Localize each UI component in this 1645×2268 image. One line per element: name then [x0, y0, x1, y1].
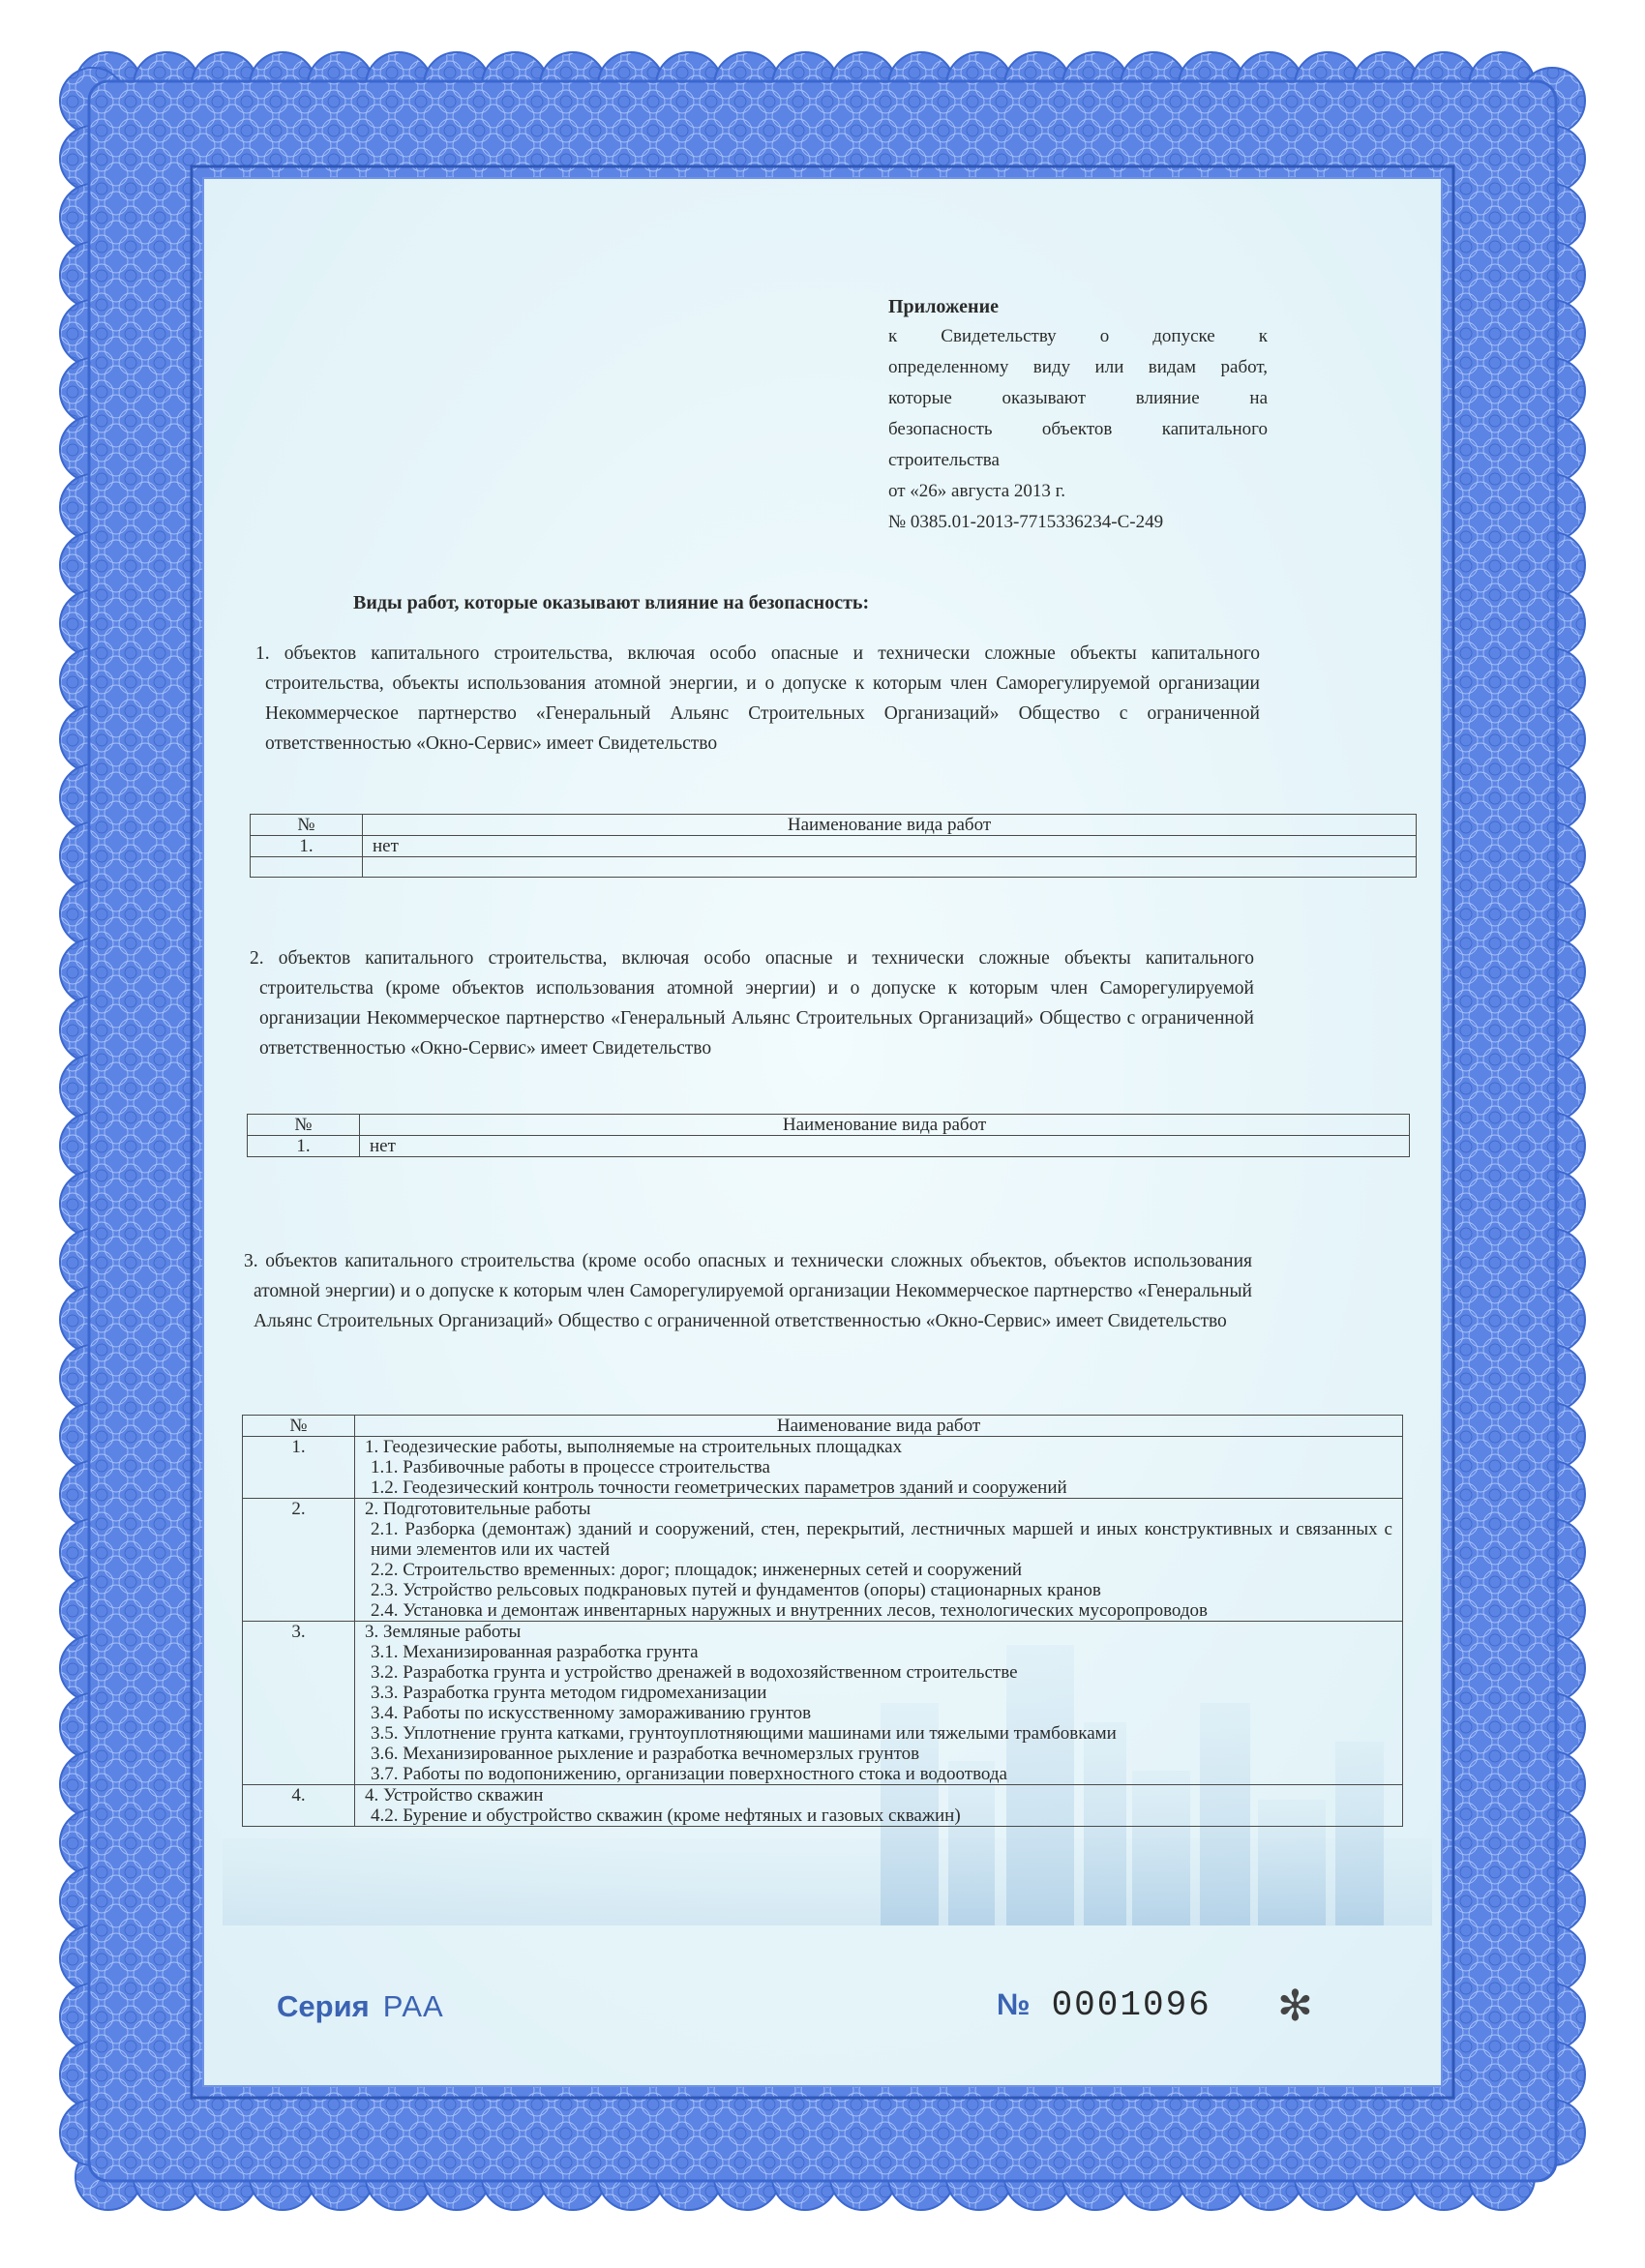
- series-value: РАА: [382, 1989, 444, 2023]
- appendix-block: [888, 292, 1268, 538]
- form-number-label: №: [997, 1987, 1031, 2021]
- col-name-header: Наименование вида работ: [355, 1416, 1403, 1437]
- series-label: Серия: [277, 1989, 370, 2023]
- group-title: 2. Подготовительные работы: [365, 1499, 591, 1519]
- list-item: 1.2. Геодезический контроль точности геометрических параметров зданий и сооружений: [371, 1477, 1067, 1498]
- appendix-line-5: строительства: [888, 450, 1000, 470]
- list-item: 3.7. Работы по водопонижению, организации поверхностного стока и водоотвода: [371, 1764, 1007, 1784]
- group-title: 4. Устройство скважин: [365, 1785, 544, 1805]
- col-name-header: Наименование вида работ: [363, 815, 1417, 836]
- list-item: 3.3. Разработка грунта методом гидромеханизации: [371, 1683, 767, 1703]
- table-row: 2. 2. Подготовительные работы 2.1. Разборка (демонтаж) зданий и сооружений, стен, перекрытий, лестничных маршей и иных конструктивных и связанных с ними элементов или их частей 2.2. Строительство временных: дорог; площадок; инженерных сетей и сооружений 2.3. Устройство рельсовых подкрановых путей и фундаментов (опоры) стационарных кранов 2.4. Установка и демонтаж инвентарных наружных и внутренних лесов, технологических мусоропроводов: [243, 1499, 1403, 1622]
- section-heading: Виды работ, которые оказывают влияние на безопасность:: [353, 592, 870, 613]
- appendix-line-3: которые оказывают влияние на: [888, 388, 1268, 408]
- section-2-text: 2. объектов капитального строительства, включая особо опасные и технически сложные объекты капитального строительства (кроме объектов использования атомной энергии) и о допуске к которым член Саморегулируемой организации Некоммерческое партнерство «Генеральный Альянс Строительных Организаций» Общество с ограниченной ответственностью «Окно-Сервис» имеет Свидетельство: [250, 948, 1254, 1059]
- list-item: 2.2. Строительство временных: дорог; площадок; инженерных сетей и сооружений: [371, 1560, 1023, 1580]
- col-name-header: Наименование вида работ: [360, 1115, 1410, 1136]
- table-row: 1. 1. Геодезические работы, выполняемые на строительных площадках 1.1. Разбивочные работы в процессе строительства 1.2. Геодезический контроль точности геометрических параметров зданий и сооружений: [243, 1437, 1403, 1499]
- form-number-block: [997, 1985, 1211, 2025]
- col-number-header: №: [243, 1416, 355, 1437]
- list-item: 1.1. Разбивочные работы в процессе строительства: [371, 1457, 770, 1477]
- appendix-title: Приложение: [888, 296, 999, 317]
- appendix-line-4: безопасность объектов капитального: [888, 419, 1268, 439]
- list-item: 2.4. Установка и демонтаж инвентарных наружных и внутренних лесов, технологических мусоропроводов: [371, 1600, 1209, 1621]
- series-block: [277, 1989, 444, 2024]
- list-item: 3.1. Механизированная разработка грунта: [371, 1642, 699, 1662]
- section-2-table: [247, 1114, 1410, 1157]
- appendix-date: от «26» августа 2013 г.: [888, 481, 1066, 501]
- list-item: 3.2. Разработка грунта и устройство дренажей в водохозяйственном строительстве: [371, 1662, 1018, 1683]
- col-number-header: №: [248, 1115, 360, 1136]
- group-title: 3. Земляные работы: [365, 1622, 522, 1642]
- list-item: 3.6. Механизированное рыхление и разработка вечномерзлых грунтов: [371, 1744, 920, 1764]
- table-row: 4. 4. Устройство скважин 4.2. Бурение и обустройство скважин (кроме нефтяных и газовых скважин): [243, 1785, 1403, 1827]
- section-1-text: 1. объектов капитального строительства, включая особо опасные и технически сложные объекты капитального строительства, объекты использования атомной энергии, и о допуске к которым член Саморегулируемой организации Некоммерческое партнерство «Генеральный Альянс Строительных Организаций» Общество с ограниченной ответственностью «Окно-Сервис» имеет Свидетельство: [255, 643, 1260, 754]
- list-item: 2.1. Разборка (демонтаж) зданий и сооружений, стен, перекрытий, лестничных маршей и иных конструктивных и связанных с ними элементов или их частей: [371, 1519, 1392, 1560]
- table-row: 3. 3. Земляные работы 3.1. Механизированная разработка грунта 3.2. Разработка грунта и устройство дренажей в водохозяйственном строительстве 3.3. Разработка грунта методом гидромеханизации 3.4. Работы по искусственному замораживанию грунтов 3.5. Уплотнение грунта катками, грунтоуплотняющими машинами или тяжелыми трамбовками 3.6. Механизированное рыхление и разработка вечномерзлых грунтов 3.7. Работы по водопонижению, организации поверхностного стока и водоотвода: [243, 1622, 1403, 1785]
- group-title: 1. Геодезические работы, выполняемые на строительных площадках: [365, 1437, 903, 1457]
- list-item: 2.3. Устройство рельсовых подкрановых путей и фундаментов (опоры) стационарных кранов: [371, 1580, 1101, 1600]
- section-1-table: [250, 814, 1417, 878]
- section-3-table: [242, 1415, 1403, 1827]
- col-number-header: №: [251, 815, 363, 836]
- appendix-certificate-number: № 0385.01-2013-7715336234-С-249: [888, 512, 1164, 532]
- form-number-value: 0001096: [1051, 1985, 1211, 2025]
- appendix-line-1: к Свидетельству о допуске к: [888, 326, 1268, 346]
- list-item: 3.5. Уплотнение грунта катками, грунтоуплотняющими машинами или тяжелыми трамбовками: [371, 1723, 1117, 1744]
- asterisk-icon: ✻: [1277, 1982, 1313, 2031]
- table-row: 1. нет: [248, 1136, 1410, 1157]
- table-row: 1. нет: [251, 836, 1417, 857]
- appendix-line-2: определенному виду или видам работ,: [888, 357, 1268, 377]
- list-item: 4.2. Бурение и обустройство скважин (кроме нефтяных и газовых скважин): [371, 1805, 961, 1826]
- list-item: 3.4. Работы по искусственному замораживанию грунтов: [371, 1703, 812, 1723]
- section-3-text: 3. объектов капитального строительства (кроме особо опасных и технически сложных объектов, объектов использования атомной энергии) и о допуске к которым член Саморегулируемой организации Некоммерческое партнерство «Генеральный Альянс Строительных Организаций» Общество с ограниченной ответственностью «Окно-Сервис» имеет Свидетельство: [244, 1251, 1252, 1331]
